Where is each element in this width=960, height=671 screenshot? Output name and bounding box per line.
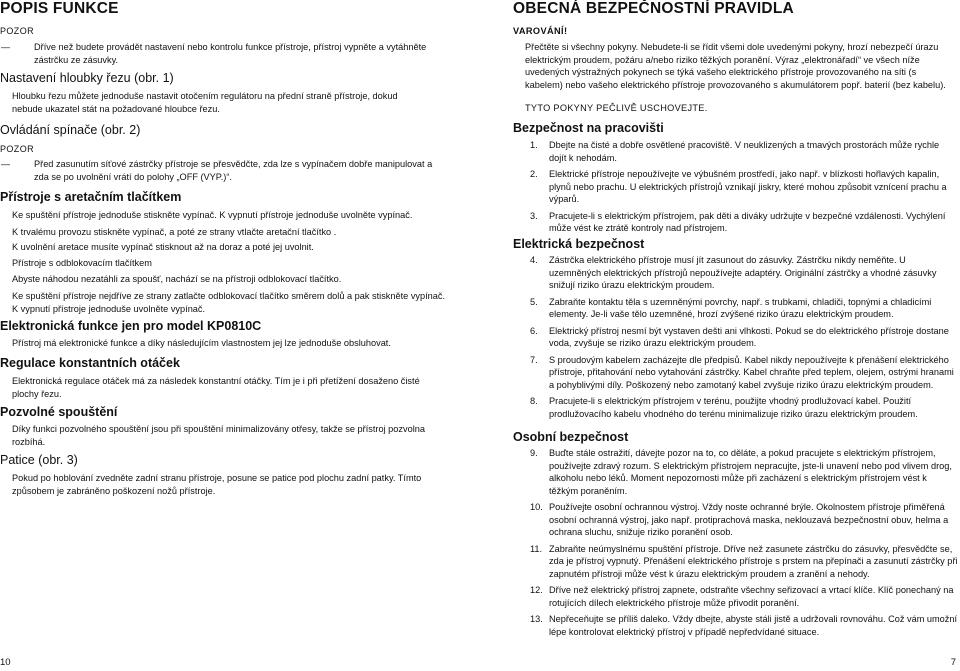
warning-label: VAROVÁNÍ! bbox=[513, 26, 568, 36]
switch-heading: Ovládání spínače (obr. 2) bbox=[0, 123, 141, 137]
list-item: 8. Pracujete-li s elektrickým přístrojem v terénu, použijte vhodný prodlužovací kabel. Použití prodlužovacího kabelu vhodného do terénu minimalizuje riziko úrazu elektrickým proudem. bbox=[530, 396, 918, 419]
caution-text: — Dříve než budete provádět nastavení nebo kontrolu funkce přístroje, přístroj vypněte a vytáhněte zástrčku ze zásuvky. bbox=[0, 41, 434, 66]
lock-heading: Přístroje s aretačním tlačítkem bbox=[0, 190, 182, 204]
list-item: 6. Elektrický přístroj nesmí být vystaven dešti ani vlhkosti. Pokud se do elektrického přístroje dostane voda, zvyšuje se riziko úrazu elektrickým proudem. bbox=[530, 325, 949, 348]
list-item: 7. S proudovým kabelem zacházejte dle předpisů. Kabel nikdy nepoužívejte k přenášení elektrického přístroje, přitahování nebo vytahování zástrčky. Kabel chraňte před teplem, olejem, ostrými hranami a pohyblivými díly. Poškozený nebo zamotaný kabel zvyšuje riziko úrazu elektrickým proudem. bbox=[530, 354, 954, 390]
list-item: 1. Dbejte na čisté a dobře osvětlené pracoviště. V neuklizených a tmavých prostorách může rychle dojít k nehodám. bbox=[530, 140, 940, 163]
release-text-1: Abyste náhodou nezatáhli za spoušť, nachází se na přístroji odblokovací tlačítko. bbox=[12, 274, 342, 284]
list-item: 12. Dříve než elektrický přístroj zapnete, odstraňte všechny seřizovací a vrtací klíče. Klíč ponechaný na rotujících dílech elektrického přístroje může přivodit poranění. bbox=[530, 585, 954, 608]
caution-label: POZOR bbox=[0, 26, 35, 36]
list-item: 5. Zabraňte kontaktu těla s uzemněnými povrchy, např. s trubkami, chladiči, topnými a chladicími elementy. Je-li vaše tělo uzemněné, hrozí zvýšené riziko úrazu elektrickým proudem. bbox=[530, 296, 932, 319]
work-safety-list bbox=[513, 139, 958, 235]
section-title: OBECNÁ BEZPEČNOSTNÍ PRAVIDLA bbox=[513, 0, 794, 17]
release-heading: Přístroje s odblokovacím tlačítkem bbox=[12, 258, 152, 268]
personal-safety-list bbox=[513, 447, 958, 638]
lock-text-1: Ke spuštění přístroje jednoduše stiskněte vypínač. K vypnutí přístroje jednoduše uvolněte vypínač. bbox=[12, 210, 413, 220]
list-item: 4. Zástrčka elektrického přístroje musí jít zasunout do zásuvky. Zástrčku nikdy neměňte. U uzemněných elektrických přístrojů nepoužívejte adaptéry. Originální zástrčky a vhodné zásuvky snižují riziko úrazu elektrickým proudem. bbox=[530, 255, 937, 290]
section-title: POPIS FUNKCE bbox=[0, 0, 119, 17]
list-item: 10. Používejte osobní ochrannou výstroj. Vždy noste ochranné brýle. Okolnostem přístroje přiměřená osobní ochranná výstroj, jako např. protiprachová maska, neklouzavá bezpečnostní obuv, helma a ochrana sluchu, snižuje riziko poranění osob. bbox=[530, 502, 949, 537]
page-number-right: 7 bbox=[950, 657, 956, 668]
depth-heading: Nastavení hloubky řezu (obr. 1) bbox=[0, 71, 174, 85]
lock-text-3: K uvolnění aretace musíte vypínač stisknout až na doraz a poté jej uvolnit. bbox=[12, 242, 314, 252]
electric-safety-heading: Elektrická bezpečnost bbox=[513, 237, 645, 251]
softstart-heading: Pozvolné spouštění bbox=[0, 405, 118, 419]
warning-text: Přečtěte si všechny pokyny. Nebudete-li se řídit všemi dole uvedenými pokyny, hrozí nebezpečí úrazu elektrickým proudem, požáru a/nebo riziko těžkých poranění. Výraz „elektronářadí“ ve všech níže uvedených výstražných pokynech se týká vašeho elektrického přístroje provozovaného na síti (s kabelem) nebo vašeho elektrického přístroje provozovaného s akumulátorem popř. baterií (bez kabelu). bbox=[525, 42, 946, 90]
lock-text-2: K trvalému provozu stiskněte vypínač, a poté ze strany vtlačte aretační tlačítko . bbox=[12, 227, 337, 237]
caution-label: POZOR bbox=[0, 144, 35, 154]
release-text-2: Ke spuštění přístroje nejdříve ze strany zatlačte odblokovací tlačítko směrem dolů a pak stiskněte vypínač. K vypnutí přístroje jednoduše uvolněte vypínač. bbox=[12, 291, 446, 314]
shoe-text: Pokud po hoblování zvedněte zadní stranu přístroje, posune se patice pod plochu zadní patky. Tímto způsobem je zabráněno poškození nožů přístroje. bbox=[12, 473, 422, 496]
caution-text: — Před zasunutím síťové zástrčky přístroje se přesvědčte, zda lze s vypínačem dobře manipulovat a zda se po uvolnění vrátí do polohy „OFF (VYP.)“. bbox=[0, 158, 449, 183]
page-number-left: 10 bbox=[0, 657, 11, 668]
speed-text: Elektronická regulace otáček má za následek konstantní otáčky. Tím je i při přetížení dosaženo čisté plochy řezu. bbox=[12, 376, 420, 399]
work-safety-heading: Bezpečnost na pracovišti bbox=[513, 121, 664, 135]
list-item: 3. Pracujete-li s elektrickým přístrojem, pak děti a diváky udržujte v bezpečné vzdálenosti. Vychýlení může vést ke ztrátě kontroly nad přístrojem. bbox=[530, 210, 946, 233]
electric-safety-list bbox=[513, 254, 958, 420]
list-item: 9. Buďte stále ostražití, dávejte pozor na to, co děláte, a pokud pracujete s elektrickým přístrojem, používejte zdravý rozum. S elektrickým přístrojem nepracujte, jste-li unavení nebo pod vlivem drog, alkoholu nebo léků. Moment nepozornosti může při zacházení s elektrickým přístrojem vést k těžkým poraněním. bbox=[530, 448, 952, 496]
electronic-text: Přístroj má elektronické funkce a díky následujícím vlastnostem jej lze jednoduše obsluhovat. bbox=[12, 338, 391, 348]
list-item: 11. Zabraňte neúmyslnému spuštění přístroje. Dříve než zasunete zástrčku do zásuvky, přesvědčte se, zda je přístroj vypnutý. Přenášení elektrického přístroje s prstem na přepínači a zasunutí zástrčky při zapnutém přístroji může vést k úrazu elektrickým proudem a zranění a nehody. bbox=[530, 543, 958, 579]
electronic-heading: Elektronická funkce jen pro model KP0810C bbox=[0, 319, 262, 333]
depth-text: Hloubku řezu můžete jednoduše nastavit otočením regulátoru na přední straně přístroje, dokud nebude ukazatel stát na požadované hloubce řezu. bbox=[12, 91, 398, 114]
list-item: 13. Nepřeceňujte se příliš daleko. Vždy dbejte, abyste stáli jistě a udržovali rovnováhu. Což vám umožní lépe kontrolovat elektrický přístroj v případě nepředvídané situace. bbox=[530, 614, 958, 637]
shoe-heading: Patice (obr. 3) bbox=[0, 453, 78, 467]
personal-safety-heading: Osobní bezpečnost bbox=[513, 430, 629, 444]
list-item: 2. Elektrické přístroje nepoužívejte ve výbušném prostředí, jako např. v blízkosti hořlavých kapalin, plynů nebo prachu. U elektrických přístrojů vznikají jiskry, které mohou způsobit vznícení prachu a výparů. bbox=[530, 169, 947, 204]
softstart-text: Díky funkci pozvolného spouštění jsou při spouštění minimalizovány otřesy, takže se přístroj pozvolna rozbíhá. bbox=[12, 424, 425, 447]
speed-heading: Regulace konstantních otáček bbox=[0, 356, 180, 370]
keep-instructions: TYTO POKYNY PEČLIVĚ USCHOVEJTE. bbox=[525, 103, 708, 113]
